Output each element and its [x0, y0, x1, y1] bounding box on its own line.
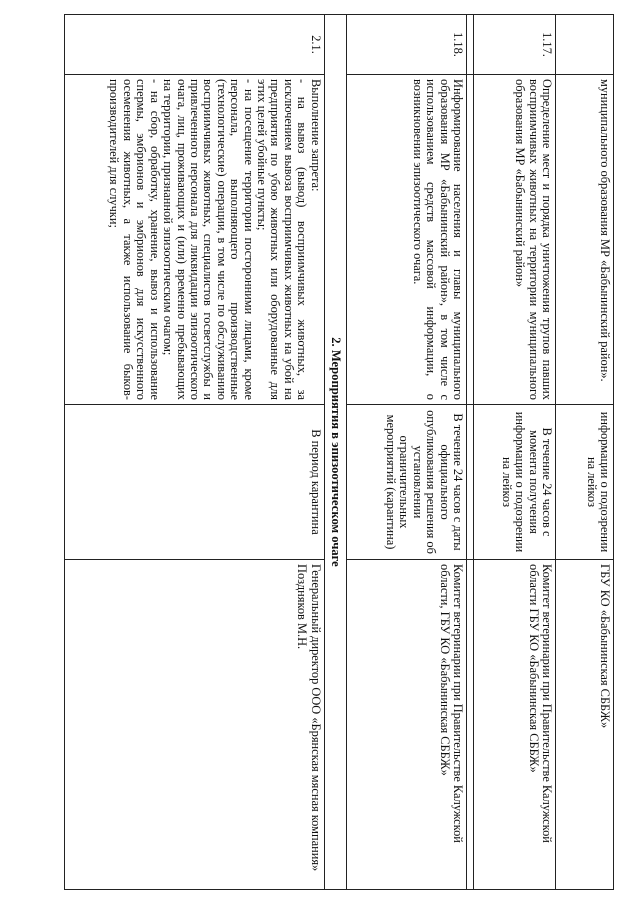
table-row-prev: [556, 15, 614, 890]
row-number: 1.18.: [347, 15, 467, 75]
measures-table: [64, 14, 614, 890]
measure-line: - на посещение территории посторонними лицами, кроме персонала, выполняющего производственные (технологические) операции, в том числе по обслуживанию восприимчивых животных, специалистов госветслужбы и привлеченного персонала для ликвидации эпизоотического очага, лиц, проживающих и (или) временно пребывающих на территории, признанной эпизоотическим очагом;: [161, 79, 256, 400]
responsible-text: Генеральный директор ООО «Брянская мясная компания» Поздняков М.Н.: [64, 560, 324, 890]
term-text: информации о подозрении на лейкоз: [556, 405, 614, 560]
term-text: В течение 24 часов с даты официального опубликования решения об установлении ограничительных мероприятий (карантина): [347, 405, 467, 560]
term-text: В период карантина: [64, 405, 324, 560]
responsible-text: Комитет ветеринарии при Правительстве Калужской области, ГБУ КО «Бабынинская СББЖ»: [347, 560, 467, 890]
measure-text: Определение мест и порядка уничтожения трупов павших восприимчивых животных на территории муниципального образования МР «Бабынинский район»: [474, 75, 556, 405]
row-number: 2.1.: [64, 15, 324, 75]
table-row-2-1: [64, 15, 324, 890]
table-row-1-18: [347, 15, 467, 890]
section-title: 2. Мероприятия в эпизоотическом очаге: [324, 15, 346, 890]
measure-line: Выполнение запрета:: [308, 79, 323, 192]
table-gap-row: [467, 15, 474, 890]
table-row-1-17: [474, 15, 556, 890]
measure-text: [64, 75, 324, 405]
measure-text: Информирование населения и главы муниципального образования МР «Бабынинский район», в том числе с использованием средств массовой информации, о возникновении эпизоотического очага.: [347, 75, 467, 405]
measure-text: муниципального образования МР «Бабынинский район».: [556, 75, 614, 405]
responsible-text: ГБУ КО «Бабынинская СББЖ»: [556, 560, 614, 890]
term-text: В течение 24 часов с момента получения информации о подозрении на лейкоз: [474, 405, 556, 560]
rotated-table-wrapper: [39, 14, 614, 889]
measure-line: - на вывоз (вывод) восприимчивых животных, за исключением вывоза восприимчивых животных на убой на предприятия по убою животных или оборудованные для этих целей убойные пункты;: [254, 79, 310, 400]
responsible-text: Комитет ветеринарии при Правительстве Калужской области ГБУ КО «Бабынинская СББЖ»: [474, 560, 556, 890]
measure-line: - на сбор, обработку, хранение, вывоз и использование спермы, эмбрионов и эмбрионов для искусственного осеменения животных, а также использование быков-производителей для случки;: [107, 79, 162, 400]
section-header-row: [324, 15, 346, 890]
row-number: [556, 15, 614, 75]
row-number: 1.17.: [474, 15, 556, 75]
